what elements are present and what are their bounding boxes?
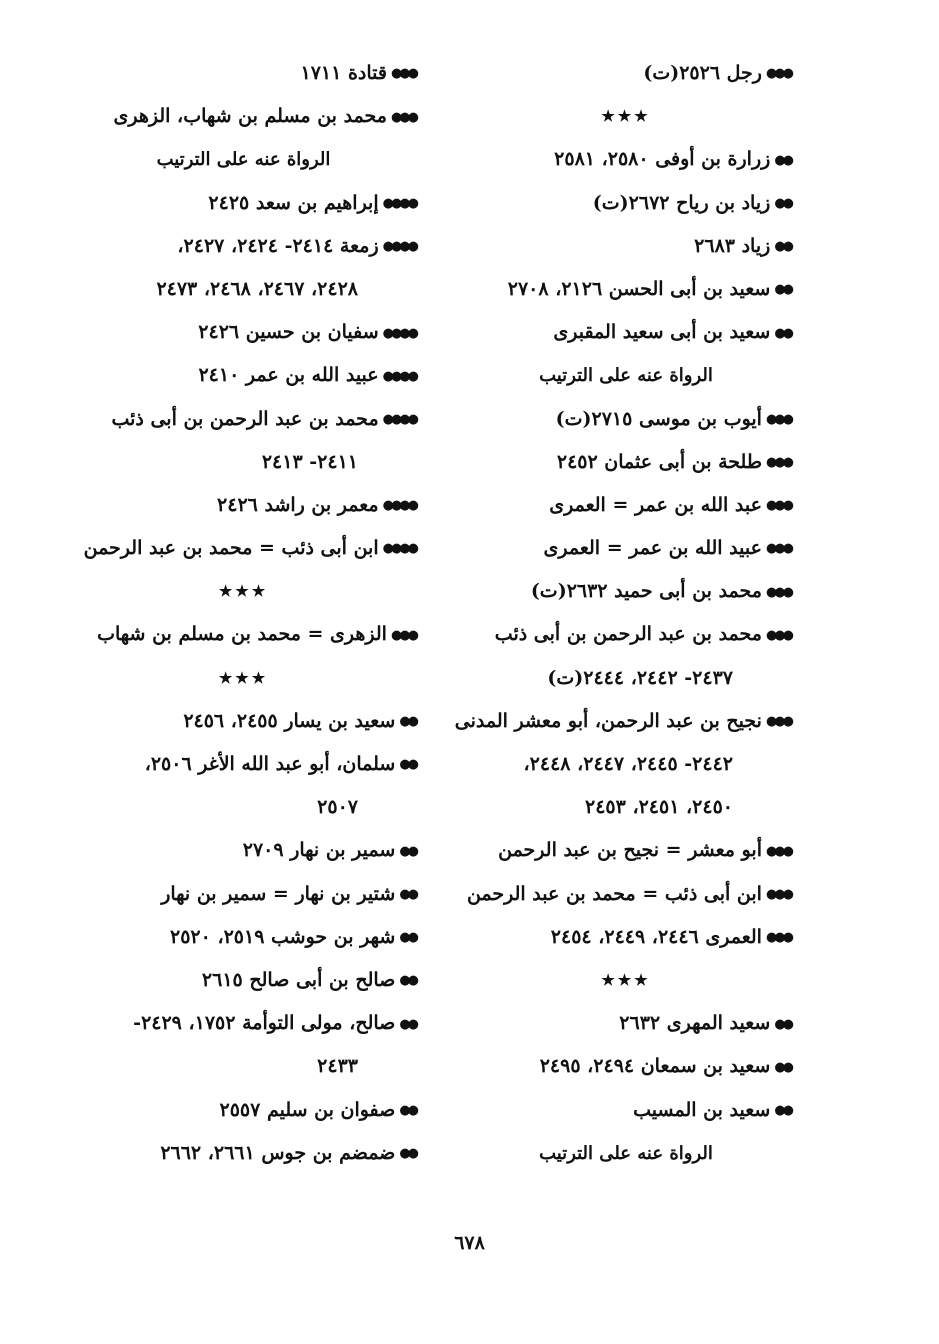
entry-text: ضمضم بن جوس ٢٦٦١، ٢٦٦٢ [160, 1141, 396, 1164]
entry-text: زرارة بن أوفى ٢٥٨٠، ٢٥٨١ [554, 148, 771, 171]
index-entry [461, 1002, 791, 1045]
bullet-marker: ●● [399, 973, 416, 989]
entry-continuation: ٢٤٣٧- ٢٤٤٢، ٢٤٤٤(ت) [547, 666, 733, 689]
bullet-marker: ●● [774, 1016, 791, 1032]
bullet-marker: ●●● [765, 627, 791, 643]
entry-text: عبيد الله بن عمر ٢٤١٠ [198, 364, 379, 387]
index-entry [461, 398, 791, 441]
entry-text: عبيد الله بن عمر = العمرى [543, 537, 762, 560]
star-divider: ★★★ [601, 107, 651, 126]
bullet-marker: ●● [774, 152, 791, 168]
index-entry [461, 268, 791, 311]
index-entry [461, 311, 791, 354]
bullet-marker: ●●● [765, 714, 791, 730]
index-entry [461, 138, 791, 181]
entry-text: سلمان، أبو عبد الله الأغر ٢٥٠٦، [144, 753, 396, 775]
index-entry [461, 829, 791, 872]
bullet-marker: ●● [774, 325, 791, 341]
bullet-marker: ●● [399, 757, 416, 773]
bullet-marker: ●●● [765, 584, 791, 600]
bullet-marker: ●●● [390, 109, 416, 125]
entry-text: زياد ٢٦٨٣ [694, 234, 771, 257]
index-entry [71, 225, 416, 268]
entry-text: قتادة ١٧١١ [300, 62, 387, 84]
entry-text: إبراهيم بن سعد ٢٤٢٥ [208, 191, 379, 214]
index-entry [71, 182, 416, 225]
index-entry [461, 570, 791, 613]
bullet-marker: ●● [399, 843, 416, 859]
bullet-marker: ●● [774, 1059, 791, 1075]
entry-continuation: ٢٤٥٠، ٢٤٥١، ٢٤٥٣ [585, 796, 733, 819]
entry-text: سعيد بن يسار ٢٤٥٥، ٢٤٥٦ [183, 709, 396, 732]
bullet-marker: ●● [774, 282, 791, 298]
entry-text: سفيان بن حسين ٢٤٢٦ [198, 321, 379, 344]
entry-text: محمد بن عبد الرحمن بن أبى ذئب [494, 623, 762, 646]
bullet-marker: ●●●● [382, 368, 416, 384]
bullet-marker: ●● [774, 195, 791, 211]
entry-text: محمد بن مسلم بن شهاب، الزهرى [113, 105, 387, 128]
bullet-marker: ●● [774, 239, 791, 255]
entry-text: سعيد المهرى ٢٦٣٢ [619, 1012, 771, 1035]
page-number: ٦٧٨ [454, 1232, 485, 1254]
index-entry [461, 916, 791, 959]
section-subheading: الرواة عنه على الترتيب [156, 149, 331, 171]
bullet-marker: ●●● [765, 498, 791, 514]
entry-text: أيوب بن موسى ٢٧١٥(ت) [555, 407, 762, 430]
bullet-marker: ●● [399, 1102, 416, 1118]
entry-continuation: ٢٤٣٣ [317, 1055, 358, 1078]
star-divider: ★★★ [218, 668, 269, 687]
bullet-marker: ●●●● [382, 411, 416, 427]
entry-text: سعيد بن المسيب [633, 1098, 771, 1121]
index-entry [71, 95, 416, 138]
index-entry [461, 182, 791, 225]
index-entry [71, 527, 416, 570]
entry-continuation: ٢٤٤٢- ٢٤٤٥، ٢٤٤٧، ٢٤٤٨، [523, 753, 733, 775]
entry-text: سعيد بن أبى سعيد المقبرى [553, 321, 771, 344]
entry-text: سعيد بن سمعان ٢٤٩٤، ٢٤٩٥ [539, 1055, 771, 1078]
index-entry [71, 52, 416, 95]
bullet-marker: ●●●● [382, 498, 416, 514]
index-entry [71, 613, 416, 656]
entry-continuation: ٢٥٠٧ [317, 796, 358, 819]
index-entry [71, 311, 416, 354]
entry-text: سعيد بن أبى الحسن ٢١٢٦، ٢٧٠٨ [507, 277, 771, 300]
entry-text: ابن أبى ذئب = محمد بن عبد الرحمن [83, 537, 379, 560]
index-entry [461, 873, 791, 916]
entry-text: صفوان بن سليم ٢٥٥٧ [219, 1098, 396, 1121]
bullet-marker: ●●●● [382, 239, 416, 255]
entry-text: معمر بن راشد ٢٤٢٦ [217, 493, 379, 516]
entry-text: أبو معشر = نجيح بن عبد الرحمن [498, 839, 762, 862]
entry-continuation: ٢٤١١- ٢٤١٣ [261, 450, 358, 473]
index-entry [461, 484, 791, 527]
index-entry [71, 916, 416, 959]
index-entry [461, 1089, 791, 1132]
entry-text: سمير بن نهار ٢٧٠٩ [242, 839, 396, 862]
entry-text: الزهرى = محمد بن مسلم بن شهاب [97, 623, 387, 646]
entry-text: محمد بن أبى حميد ٢٦٣٢(ت) [530, 580, 762, 603]
entry-text: صالح بن أبى صالح ٢٦١٥ [201, 968, 396, 991]
entry-text: نجيح بن عبد الرحمن، أبو معشر المدنى [454, 709, 762, 732]
entry-text: رجل ٢٥٢٦(ت) [643, 62, 762, 84]
index-entry [71, 959, 416, 1002]
bullet-marker: ●●●● [382, 325, 416, 341]
section-subheading: الرواة عنه على الترتيب [539, 365, 713, 387]
index-entry [71, 398, 416, 441]
index-entry [461, 1045, 791, 1088]
star-divider: ★★★ [218, 582, 269, 601]
index-entry [461, 613, 791, 656]
entry-text: ابن أبى ذئب = محمد بن عبد الرحمن [466, 882, 762, 905]
bullet-marker: ●●●● [382, 195, 416, 211]
bullet-marker: ●● [399, 1146, 416, 1162]
right-column [454, 52, 791, 1175]
index-entry [71, 873, 416, 916]
bullet-marker: ●●● [765, 930, 791, 946]
bullet-marker: ●● [774, 1102, 791, 1118]
star-divider: ★★★ [601, 970, 651, 989]
index-entry [71, 743, 416, 786]
bullet-marker: ●● [399, 886, 416, 902]
entry-text: زمعة ٢٤١٤- ٢٤٢٤، ٢٤٢٧، [177, 234, 379, 257]
bullet-marker: ●●●● [382, 541, 416, 557]
index-entry [71, 1089, 416, 1132]
index-entry [461, 52, 791, 95]
entry-text: طلحة بن أبى عثمان ٢٤٥٢ [556, 450, 762, 473]
index-entry [461, 441, 791, 484]
entry-text: محمد بن عبد الرحمن بن أبى ذئب [111, 407, 379, 430]
index-entry [71, 700, 416, 743]
entry-continuation: ٢٤٢٨، ٢٤٦٧، ٢٤٦٨، ٢٤٧٣ [156, 277, 358, 300]
index-entry [71, 484, 416, 527]
section-subheading: الرواة عنه على الترتيب [539, 1142, 713, 1164]
index-entry [71, 829, 416, 872]
index-entry [71, 354, 416, 397]
bullet-marker: ●●● [765, 886, 791, 902]
bullet-marker: ●●● [765, 541, 791, 557]
bullet-marker: ●●● [765, 455, 791, 471]
entry-text: صالح، مولى التوأمة ١٧٥٢، ٢٤٢٩- [133, 1012, 396, 1035]
index-entry [454, 700, 791, 743]
bullet-marker: ●●● [390, 627, 416, 643]
bullet-marker: ●● [399, 930, 416, 946]
entry-text: شهر بن حوشب ٢٥١٩، ٢٥٢٠ [170, 925, 396, 948]
index-entry [71, 1132, 416, 1175]
bullet-marker: ●●● [765, 411, 791, 427]
bullet-marker: ●●● [765, 843, 791, 859]
index-entry [461, 225, 791, 268]
entry-text: عبد الله بن عمر = العمرى [549, 493, 762, 516]
entry-text: شتير بن نهار = سمير بن نهار [161, 882, 396, 905]
bullet-marker: ●● [399, 1016, 416, 1032]
bullet-marker: ●● [399, 714, 416, 730]
index-entry [71, 1002, 416, 1045]
entry-text: العمرى ٢٤٤٦، ٢٤٤٩، ٢٤٥٤ [550, 925, 762, 948]
entry-text: زياد بن رياح ٢٦٧٢(ت) [592, 191, 771, 214]
index-entry [461, 527, 791, 570]
left-column [71, 52, 416, 1175]
bullet-marker: ●●● [390, 66, 416, 82]
bullet-marker: ●●● [765, 66, 791, 82]
